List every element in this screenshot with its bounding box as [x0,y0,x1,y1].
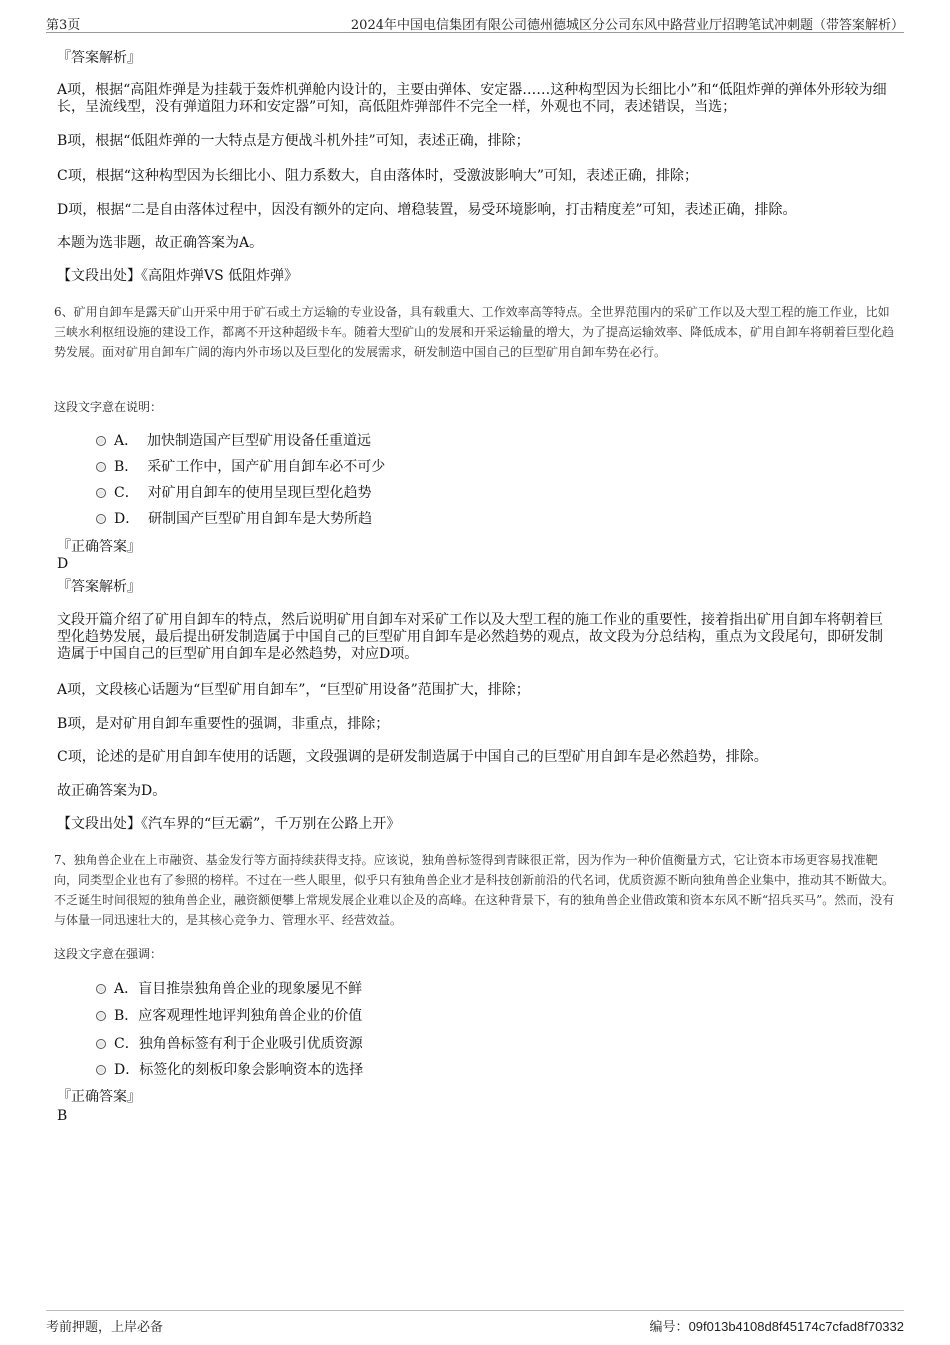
q6-option-c[interactable] [96,484,372,502]
option-text: 应客观理性地评判独角兽企业的价值 [138,1008,363,1024]
q6-option-b[interactable] [96,458,385,476]
document-title: 2024年中国电信集团有限公司德州德城区分公司东风中路营业厅招聘笔试冲刺题（带答案解析） [350,18,904,33]
q5-analysis-c: C项，根据“这种构型因为长细比小、阻力系数大，自由落体时，受激波影响大”可知，表述正确，排除； [57,168,699,184]
option-text: 标签化的刻板印象会影响资本的选择 [139,1062,364,1078]
q7-option-c[interactable] [96,1035,363,1053]
option-letter: B． [114,1008,139,1024]
option-letter: C． [114,485,139,501]
q6-analysis-a: A项，文段核心话题为“巨型矿用自卸车”，“巨型矿用设备”范围扩大，排除； [57,682,530,698]
page-number: 第3页 [46,18,81,33]
q6-analysis-c: C项，论述的是矿用自卸车使用的话题，文段强调的是研发制造属于中国自己的巨型矿用自卸车是必然趋势，排除。 [57,749,768,765]
q5-conclusion: 本题为选非题，故正确答案为A。 [57,235,264,251]
q5-analysis-label: 『答案解析』 [57,50,141,66]
document-id-label: 编号： [649,1320,689,1335]
option-letter: A． [114,433,139,449]
q6-passage: 6、矿用自卸车是露天矿山开采中用于矿石或土方运输的专业设备，具有载重大、工作效率高等特点。全世界范围内的采矿工作以及大型工程的施工作业，比如三峡水利枢纽设施的建设工作，都离不开这种超级卡车。随着大型矿山的发展和开采运输量的增大，为了提高运输效率、降低成本，矿用自卸车将朝着巨型化趋势发展。面对矿用自卸车广阔的海内外市场以及巨型化的发展需求，研发制造中国自己的巨型矿用自卸车势在必行。 [54,305,895,359]
q7-option-b[interactable] [96,1007,362,1025]
page-header [46,10,904,33]
q6-answer: D [57,556,69,572]
option-letter: C． [114,1036,139,1052]
q5-analysis-a: A项，根据“高阻炸弹是为挂载于轰炸机弹舱内设计的，主要由弹体、安定器……这种构型因为长细比小”和“低阻炸弹的弹体外形较为细长，呈流线型，没有弹道阻力环和安定器”可知，高低阻炸弹部件不完全一样，外观也不同，表述错误，当选； [57,82,887,115]
radio-button[interactable] [96,984,106,994]
q7-passage: 7、独角兽企业在上市融资、基金发行等方面持续获得支持。应该说，独角兽标签得到青睐很正常，因为作为一种价值衡量方式，它让资本市场更容易找准靶向，同类型企业也有了参照的榜样。不过在一些人眼里，似乎只有独角兽企业才是科技创新前沿的代名词，优质资源不断向独角兽企业集中，推动其不断做大。不乏诞生时间很短的独角兽企业，融资额便攀上常规发展企业难以企及的高峰。在这种背景下，有的独角兽企业借政策和资本东风不断“招兵买马”。然而，没有与体量一同迅速壮大的，是其核心竞争力、管理水平、经营效益。 [54,853,895,927]
q6-option-a[interactable] [96,432,371,450]
radio-button[interactable] [96,436,106,446]
option-letter: D． [114,1062,140,1078]
q7-option-a[interactable] [96,980,362,998]
q5-analysis-b: B项，根据“低阻炸弹的一大特点是方便战斗机外挂”可知，表述正确，排除； [57,133,530,149]
q6-question: 这段文字意在说明： [54,400,163,414]
option-letter: B． [114,459,139,475]
radio-button[interactable] [96,1039,106,1049]
q7-answer: B [57,1108,68,1124]
q6-analysis-label: 『答案解析』 [57,579,141,595]
radio-button[interactable] [96,488,106,498]
radio-button[interactable] [96,1011,106,1021]
q5-analysis-d: D项，根据“二是自由落体过程中，因没有额外的定向、增稳装置，易受环境影响，打击精度差”可知，表述正确，排除。 [57,202,797,218]
document-id-value: 09f013b4108d8f45174c7cfad8f70332 [688,1319,904,1334]
q7-question: 这段文字意在强调： [54,947,163,961]
q6-analysis: 文段开篇介绍了矿用自卸车的特点，然后说明矿用自卸车对采矿工作以及大型工程的施工作业的重要性，接着指出矿用自卸车将朝着巨型化趋势发展，最后提出研发制造属于中国自己的巨型矿用自卸车是必然趋势的观点，故文段为分总结构，重点为文段尾句，即研发制造属于中国自己的巨型矿用自卸车是必然趋势，对应D项。 [57,612,883,662]
option-text: 加快制造国产巨型矿用设备任重道远 [147,433,372,449]
option-letter: D． [114,511,140,527]
q6-conclusion: 故正确答案为D。 [57,783,167,799]
radio-button[interactable] [96,514,106,524]
footer-slogan: 考前押题，上岸必备 [46,1320,164,1335]
radio-button[interactable] [96,462,106,472]
q6-analysis-b: B项，是对矿用自卸车重要性的强调，非重点，排除； [57,716,390,732]
q6-answer-label: 『正确答案』 [57,539,141,555]
q7-answer-label: 『正确答案』 [57,1089,141,1105]
page-footer [46,1310,904,1337]
q6-option-d[interactable] [96,510,372,528]
option-letter: A． [114,981,139,997]
q5-source: 【文段出处】《高阻炸弹VS 低阻炸弹》 [57,268,299,284]
q6-source: 【文段出处】《汽车界的“巨无霸”，千万别在公路上开》 [57,816,401,832]
option-text: 研制国产巨型矿用自卸车是大势所趋 [148,511,373,527]
option-text: 采矿工作中，国产矿用自卸车必不可少 [147,459,386,475]
radio-button[interactable] [96,1065,106,1075]
option-text: 盲目推崇独角兽企业的现象屡见不鲜 [138,981,363,997]
option-text: 独角兽标签有利于企业吸引优质资源 [138,1036,363,1052]
option-text: 对矿用自卸车的使用呈现巨型化趋势 [147,485,372,501]
q7-option-d[interactable] [96,1061,363,1079]
document-id [650,1316,904,1335]
